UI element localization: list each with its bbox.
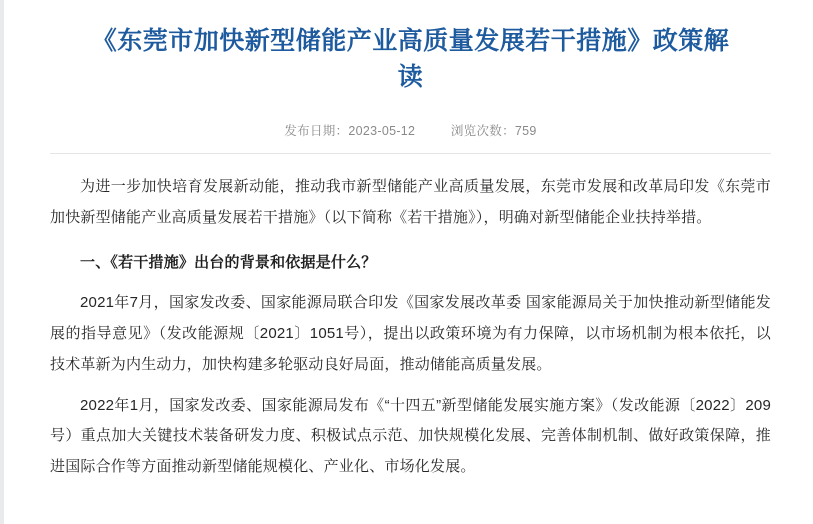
body-paragraph: 为进一步加快培育发展新动能，推动我市新型储能产业高质量发展，东莞市发展和改革局印发《东莞市加快新型储能产业高质量发展若干措施》（以下简称《若干措施》），明确对新型储能企业扶持举措。 [50, 178, 771, 226]
section-heading: 一、《若干措施》出台的背景和依据是什么？ [80, 253, 377, 271]
document-meta [50, 121, 771, 139]
page-title: 《东莞市加快新型储能产业高质量发展若干措施》政策解读 [91, 27, 730, 91]
view-count: 浏览次数：759 [450, 124, 537, 138]
body-paragraph: 2022年1月，国家发改委、国家能源局发布《“十四五”新型储能发展实施方案》（发改能源〔2022〕209号）重点加大关键技术装备研发力度、积极试点示范、加快规模化发展、完善体制机制、做好政策保障，推进国际合作等方面推动新型储能规模化、产业化、市场化发展。 [50, 396, 771, 475]
body-paragraph: 2021年7月，国家发改委、国家能源局联合印发《国家发展改革委 国家能源局关于加快推动新型储能发展的指导意见》（发改能源规〔2021〕1051号），提出以政策环境为有力保障，以市场机制为根本依托，以技术革新为内生动力，加快构建多轮驱动良好局面，推动储能高质量发展。 [50, 294, 771, 373]
header-divider [50, 153, 771, 154]
publish-date: 发布日期：2023-05-12 [284, 124, 416, 138]
document-content [4, 0, 813, 483]
